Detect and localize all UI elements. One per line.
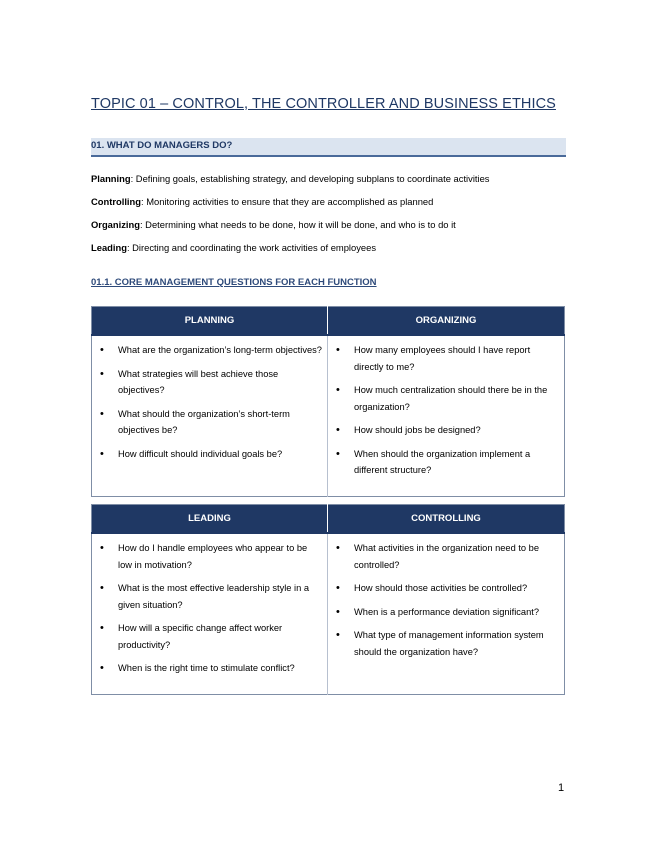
question-cell-controlling	[328, 533, 565, 694]
list-item: • What should the organization’s short-term objectives be?	[96, 406, 323, 439]
definition-leading	[91, 242, 376, 253]
definition-term: Leading	[91, 242, 127, 253]
list-item: • How many employees should I have report directly to me?	[332, 342, 560, 375]
question-cell-planning	[92, 335, 328, 496]
list-item: • When is a performance deviation significant?	[332, 604, 560, 621]
questions-table-planning-organizing	[91, 306, 565, 497]
list-item: • How should those activities be controlled?	[332, 580, 560, 597]
page-title: TOPIC 01 – CONTROL, THE CONTROLLER AND BUSINESS ETHICS	[91, 96, 556, 112]
question-cell-leading	[92, 533, 328, 694]
list-item: • What activities in the organization need to be controlled?	[332, 540, 560, 573]
definition-organizing	[91, 219, 456, 230]
definition-term: Controlling	[91, 196, 141, 207]
column-header-planning: PLANNING	[92, 307, 328, 336]
definition-controlling	[91, 196, 433, 207]
question-list	[96, 342, 323, 462]
definition-term: Organizing	[91, 219, 140, 230]
definition-text: : Monitoring activities to ensure that they are accomplished as planned	[141, 196, 434, 207]
list-item: • How much centralization should there be in the organization?	[332, 382, 560, 415]
definition-term: Planning	[91, 173, 131, 184]
question-cell-organizing	[328, 335, 565, 496]
list-item: • What strategies will best achieve those objectives?	[96, 366, 323, 399]
question-list	[96, 540, 323, 677]
column-header-leading: LEADING	[92, 505, 328, 534]
column-header-organizing: ORGANIZING	[328, 307, 565, 336]
list-item: • How will a specific change affect worker productivity?	[96, 620, 323, 653]
page-number: 1	[558, 782, 565, 794]
section-heading: 01. WHAT DO MANAGERS DO?	[91, 140, 233, 151]
questions-table-leading-controlling	[91, 504, 565, 695]
question-list	[332, 540, 560, 660]
column-header-controlling: CONTROLLING	[328, 505, 565, 534]
list-item: • When is the right time to stimulate conflict?	[96, 660, 323, 677]
list-item: • How do I handle employees who appear to be low in motivation?	[96, 540, 323, 573]
subsection-heading: 01.1. CORE MANAGEMENT QUESTIONS FOR EACH FUNCTION	[91, 277, 377, 288]
list-item: • What are the organization’s long-term objectives?	[96, 342, 323, 359]
definition-text: : Determining what needs to be done, how it will be done, and who is to do it	[139, 219, 456, 230]
section-heading-bar	[91, 138, 566, 157]
definition-planning	[91, 173, 490, 184]
question-list	[332, 342, 560, 479]
definition-text: : Directing and coordinating the work activities of employees	[126, 242, 377, 253]
list-item: • How difficult should individual goals be?	[96, 446, 323, 463]
list-item: • What type of management information system should the organization have?	[332, 627, 560, 660]
list-item: • What is the most effective leadership style in a given situation?	[96, 580, 323, 613]
list-item: • How should jobs be designed?	[332, 422, 560, 439]
list-item: • When should the organization implement a different structure?	[332, 446, 560, 479]
definition-text: : Defining goals, establishing strategy, and developing subplans to coordinate activities	[130, 173, 490, 184]
